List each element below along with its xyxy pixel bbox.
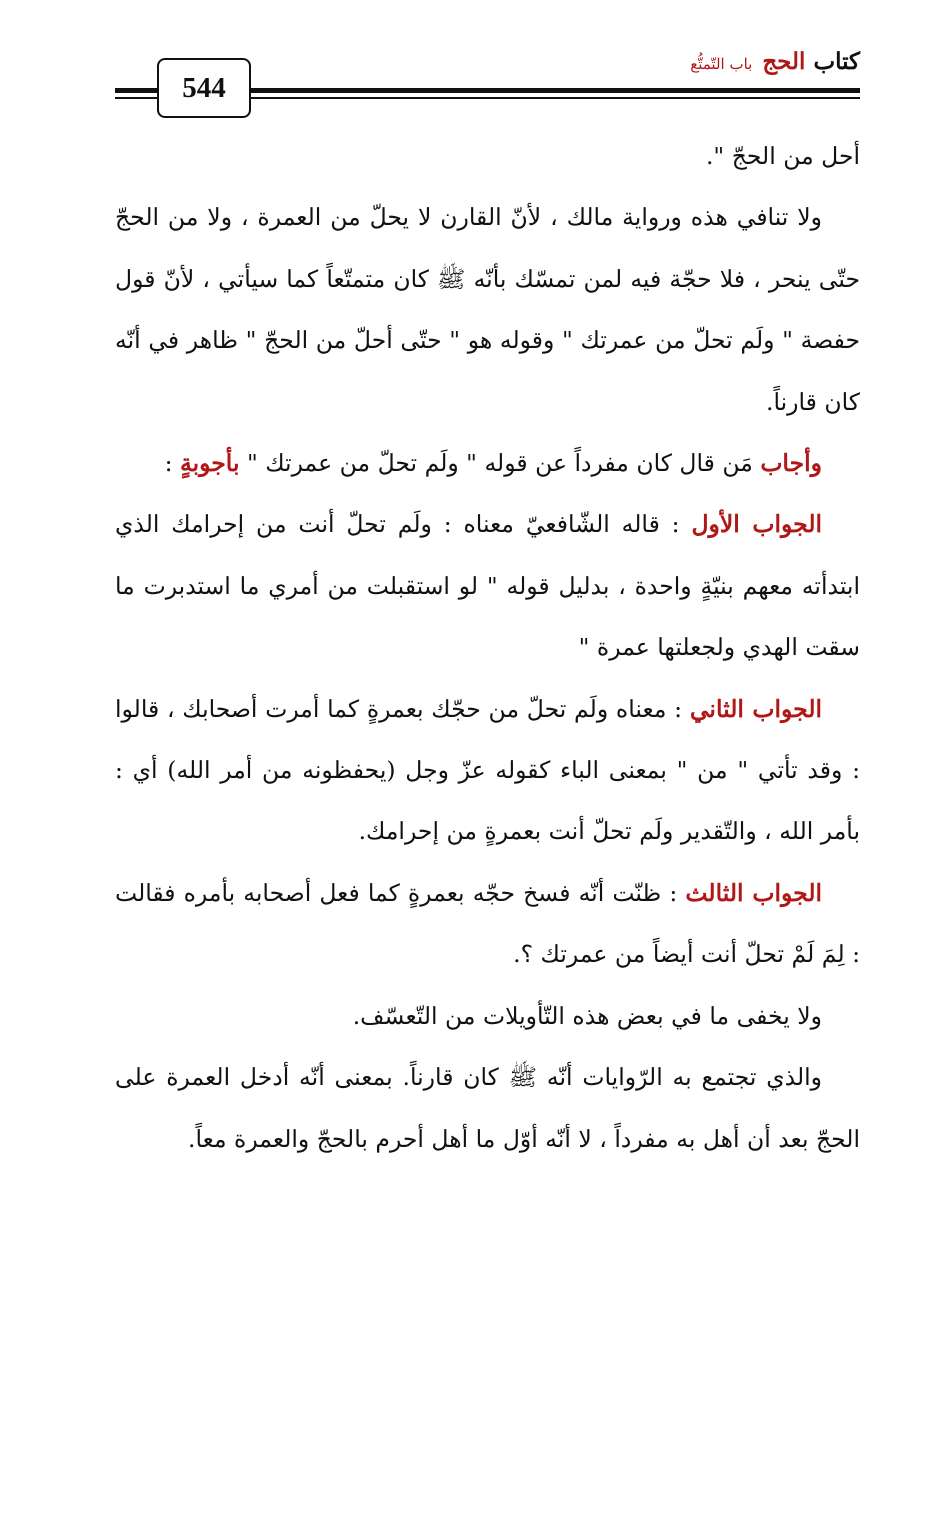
paragraph — [115, 126, 860, 187]
paragraph — [115, 494, 860, 678]
heading-term: وأجاب — [760, 449, 822, 478]
book-title — [762, 48, 860, 75]
heading-term: الجواب الثاني — [689, 694, 823, 723]
running-title — [690, 48, 860, 75]
page-header — [115, 48, 860, 118]
heading-term: الجواب الثالث — [685, 878, 823, 907]
heading-term: الجواب الأول — [691, 510, 823, 539]
paragraph — [115, 863, 860, 986]
paragraph-text: أحل من الحجّ ". — [705, 142, 860, 170]
paragraph-text: مَن قال كان مفرداً عن قوله " ولَم تحلّ من عمرتك " — [239, 449, 761, 478]
paragraph — [115, 986, 860, 1047]
paragraph-text: ولا تنافي هذه ورواية مالك ، لأنّ القارن لا يحلّ من العمرة ، ولا من الحجّ حتّى ينحر ، فلا حجّة فيه لمن تمسّك بأنّه ﷺ كان متمتّعاً كما سيأتي ، لأنّ قول حفصة " ولَم تحلّ من عمرتك " وقوله هو " حتّى أحلّ من الحجّ " ظاهر في أنّه كان قارناً. — [115, 203, 860, 416]
paragraph-text: : ظنّت أنّه فسخ حجّه بعمرةٍ كما فعل أصحابه بأمره فقالت : لِمَ لَمْ تحلّ أنت أيضاً من عمرتك ؟. — [115, 878, 860, 969]
book-title-word: كتاب — [813, 48, 860, 75]
chapter-title: باب التّمتُّع — [690, 55, 753, 73]
paragraph — [115, 187, 860, 433]
paragraph-text: ولا يخفى ما في بعض هذه التّأويلات من التّعسّف. — [352, 1001, 822, 1030]
page-number: 544 — [157, 58, 251, 118]
paragraph — [115, 433, 860, 494]
paragraph — [115, 679, 860, 863]
paragraph-text: : قاله الشّافعيّ معناه : ولَم تحلّ أنت من إحرامك الذي ابتدأته معهم بنيّةٍ واحدة ، بدليل قوله " لو استقبلت من أمري ما استدبرت ما سقت الهدي ولجعلتها عمرة " — [115, 510, 860, 662]
paragraph — [115, 1047, 860, 1170]
paragraph-text: : — [164, 449, 180, 478]
book-title-highlight: الحج — [762, 48, 806, 75]
paragraph-text: : معناه ولَم تحلّ من حجّك بعمرةٍ كما أمرت أصحابك ، قالوا : وقد تأتي " من " بمعنى الباء كقوله عزّ وجل (يحفظونه من أمر الله) أي : بأمر الله ، والتّقدير ولَم تحلّ أنت بعمرةٍ من إحرامك. — [115, 694, 860, 846]
page-body — [115, 126, 860, 1170]
heading-term: بأجوبةٍ — [179, 449, 240, 478]
paragraph-text: والذي تجتمع به الرّوايات أنّه ﷺ كان قارناً. بمعنى أنّه أدخل العمرة على الحجّ بعد أن أهل به مفرداً ، لا أنّه أوّل ما أهل أحرم بالحجّ والعمرة معاً. — [115, 1063, 860, 1153]
